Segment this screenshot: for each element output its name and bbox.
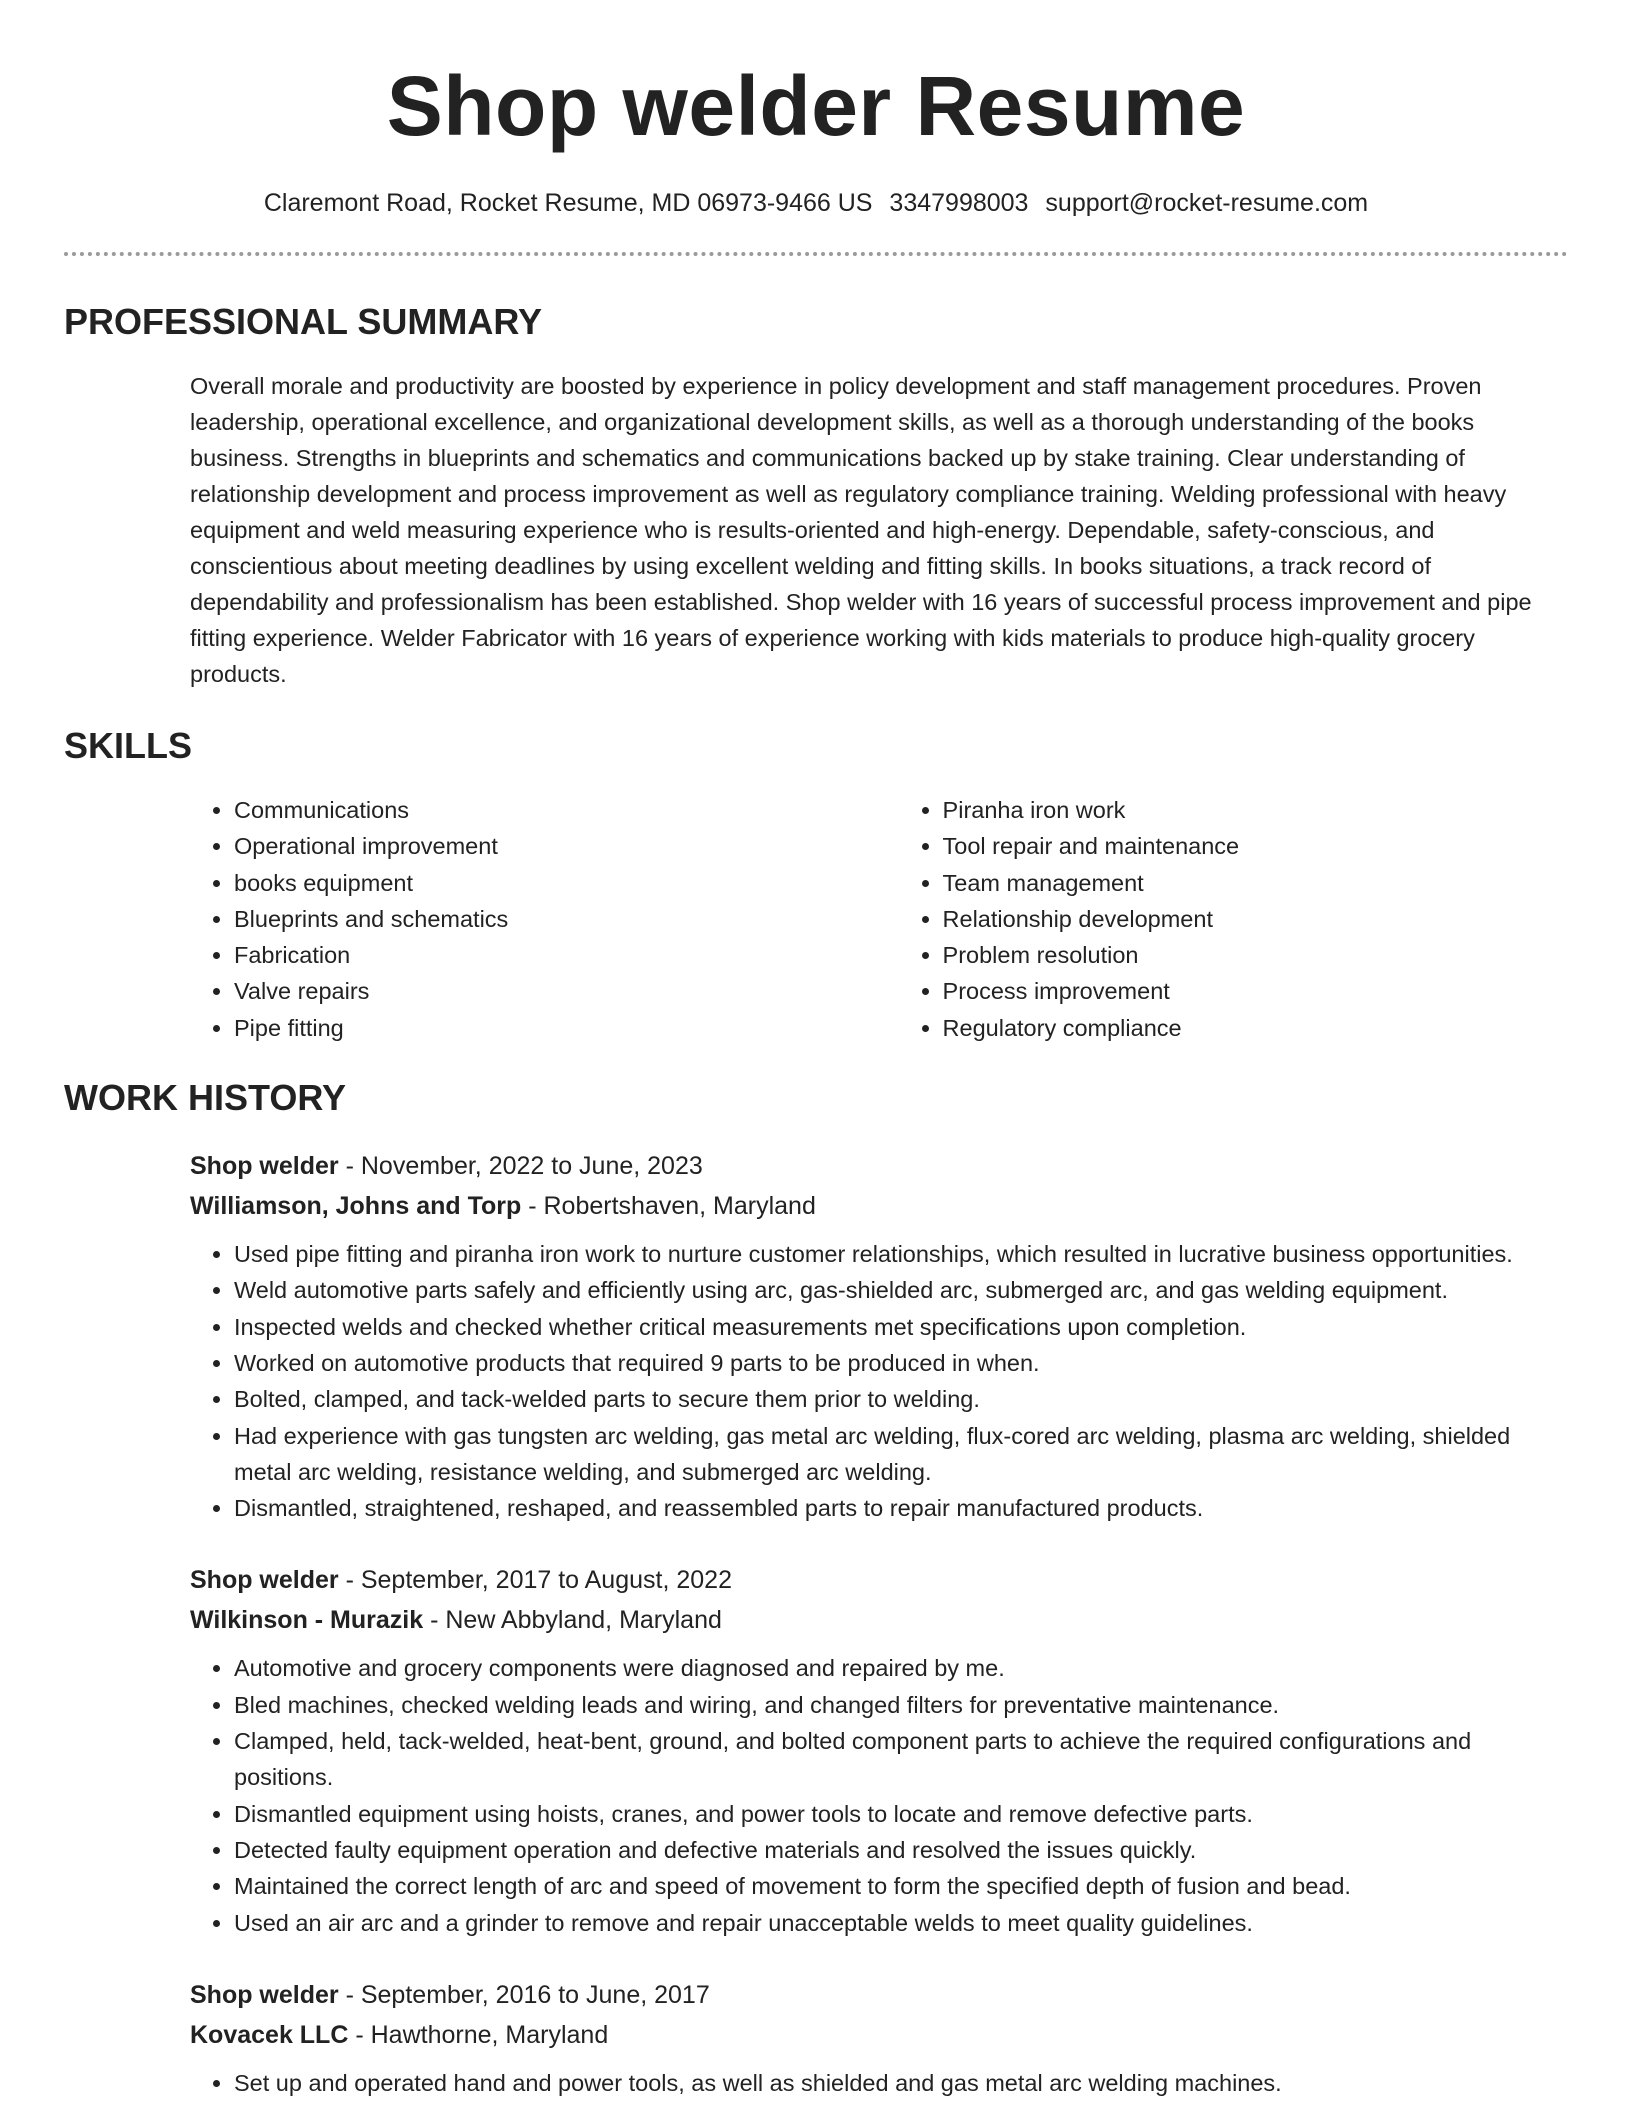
summary-heading: PROFESSIONAL SUMMARY xyxy=(64,301,543,342)
job-bullets xyxy=(190,2065,1568,2101)
contact-email: support@rocket-resume.com xyxy=(1045,189,1369,217)
job-entry xyxy=(190,1146,1568,1526)
job-title-line xyxy=(190,1560,1568,1600)
resume-title: Shop welder Resume xyxy=(386,59,1246,153)
skill-item: • Pipe fitting xyxy=(234,1010,899,1046)
skill-item: • Blueprints and schematics xyxy=(234,901,899,937)
job-dates: - September, 2016 to June, 2017 xyxy=(338,1980,710,2009)
contact-address: Claremont Road, Rocket Resume, MD 06973-9466 US xyxy=(263,189,873,217)
job-bullet: • Automotive and grocery components were diagnosed and repaired by me. xyxy=(234,1650,1568,1686)
header-divider xyxy=(64,252,1568,256)
job-bullet: • Used an air arc and a grinder to remove and repair unacceptable welds to meet quality guidelines. xyxy=(234,1905,1568,1941)
skill-item: • Tool repair and maintenance xyxy=(943,828,1568,864)
job-bullet: • Weld automotive parts safely and efficiently using arc, gas-shielded arc, submerged arc, and gas welding equipment. xyxy=(234,1272,1568,1308)
job-location: - New Abbyland, Maryland xyxy=(423,1606,722,1635)
skills-heading: SKILLS xyxy=(64,725,193,766)
job-title: Shop welder xyxy=(190,1566,339,1595)
job-entry xyxy=(190,1560,1568,1940)
job-bullets xyxy=(190,1650,1568,1940)
job-location: - Hawthorne, Maryland xyxy=(348,2020,609,2049)
job-title: Shop welder xyxy=(190,1980,339,2009)
job-title: Shop welder xyxy=(190,1152,339,1181)
contact-phone: 3347998003 xyxy=(889,189,1029,217)
skill-item: • books equipment xyxy=(234,865,899,901)
skill-item: • Piranha iron work xyxy=(943,792,1568,828)
job-company-line xyxy=(190,1186,1568,1226)
resume-page xyxy=(64,0,1568,2101)
skill-item: • Valve repairs xyxy=(234,973,899,1009)
job-title-line xyxy=(190,1975,1568,2015)
job-bullet: • Maintained the correct length of arc and speed of movement to form the specified depth of fusion and bead. xyxy=(234,1868,1568,1904)
job-bullet: • Clamped, held, tack-welded, heat-bent, ground, and bolted component parts to achieve the required configurations and positions. xyxy=(234,1723,1568,1796)
job-bullet: • Worked on automotive products that required 9 parts to be produced in when. xyxy=(234,1345,1568,1381)
job-bullets xyxy=(190,1236,1568,1526)
skill-item: • Team management xyxy=(943,865,1568,901)
job-bullet: • Had experience with gas tungsten arc welding, gas metal arc welding, flux-cored arc welding, plasma arc welding, shielded metal arc welding, resistance welding, and submerged arc welding. xyxy=(234,1418,1568,1491)
contact-line xyxy=(64,186,1568,220)
job-company-line xyxy=(190,2015,1568,2055)
job-bullet: • Bled machines, checked welding leads and wiring, and changed filters for preventative maintenance. xyxy=(234,1687,1568,1723)
job-entry xyxy=(190,1975,1568,2101)
job-bullet: • Dismantled equipment using hoists, cranes, and power tools to locate and remove defective parts. xyxy=(234,1796,1568,1832)
work-history-heading: WORK HISTORY xyxy=(64,1077,347,1119)
skill-item: • Communications xyxy=(234,792,899,828)
job-company: Williamson, Johns and Torp xyxy=(190,1192,522,1221)
job-company-line xyxy=(190,1600,1568,1640)
skills-column-left xyxy=(190,792,899,1046)
job-company: Wilkinson - Murazik xyxy=(190,1606,424,1635)
summary-text: Overall morale and productivity are boosted by experience in policy development and staff management procedures. Proven leadership, operational excellence, and organizational development skills, as well as a thorough understanding of the books business. Strengths in blueprints and schematics and communications backed up by stake training. Clear understanding of relationship development and process improvement as well as regulatory compliance training. Welding professional with heavy equipment and weld measuring experience who is results-oriented and high-energy. Dependable, safety-conscious, and conscientious about meeting deadlines by using excellent welding and fitting skills. In books situations, a track record of dependability and professionalism has been established. Shop welder with 16 years of successful process improvement and pipe fitting experience. Welder Fabricator with 16 years of experience working with kids materials to produce high-quality grocery products. xyxy=(190,373,1532,687)
job-bullet: • Bolted, clamped, and tack-welded parts to secure them prior to welding. xyxy=(234,1381,1568,1417)
job-bullet: • Detected faulty equipment operation and defective materials and resolved the issues quickly. xyxy=(234,1832,1568,1868)
job-bullet: • Set up and operated hand and power tools, as well as shielded and gas metal arc welding machines. xyxy=(234,2065,1568,2101)
skill-item: • Fabrication xyxy=(234,937,899,973)
job-bullet: • Inspected welds and checked whether critical measurements met specifications upon completion. xyxy=(234,1309,1568,1345)
skills-list xyxy=(190,792,1568,1046)
job-title-line xyxy=(190,1146,1568,1186)
job-bullet: • Dismantled, straightened, reshaped, and reassembled parts to repair manufactured products. xyxy=(234,1490,1568,1526)
skill-item: • Regulatory compliance xyxy=(943,1010,1568,1046)
skills-column-right xyxy=(899,792,1568,1046)
job-dates: - September, 2017 to August, 2022 xyxy=(338,1566,732,1595)
skill-item: • Relationship development xyxy=(943,901,1568,937)
skill-item: • Process improvement xyxy=(943,973,1568,1009)
skill-item: • Problem resolution xyxy=(943,937,1568,973)
job-dates: - November, 2022 to June, 2023 xyxy=(338,1152,703,1181)
job-location: - Robertshaven, Maryland xyxy=(521,1192,816,1221)
job-bullet: • Used pipe fitting and piranha iron work to nurture customer relationships, which resulted in lucrative business opportunities. xyxy=(234,1236,1568,1272)
skill-item: • Operational improvement xyxy=(234,828,899,864)
job-company: Kovacek LLC xyxy=(190,2020,349,2049)
